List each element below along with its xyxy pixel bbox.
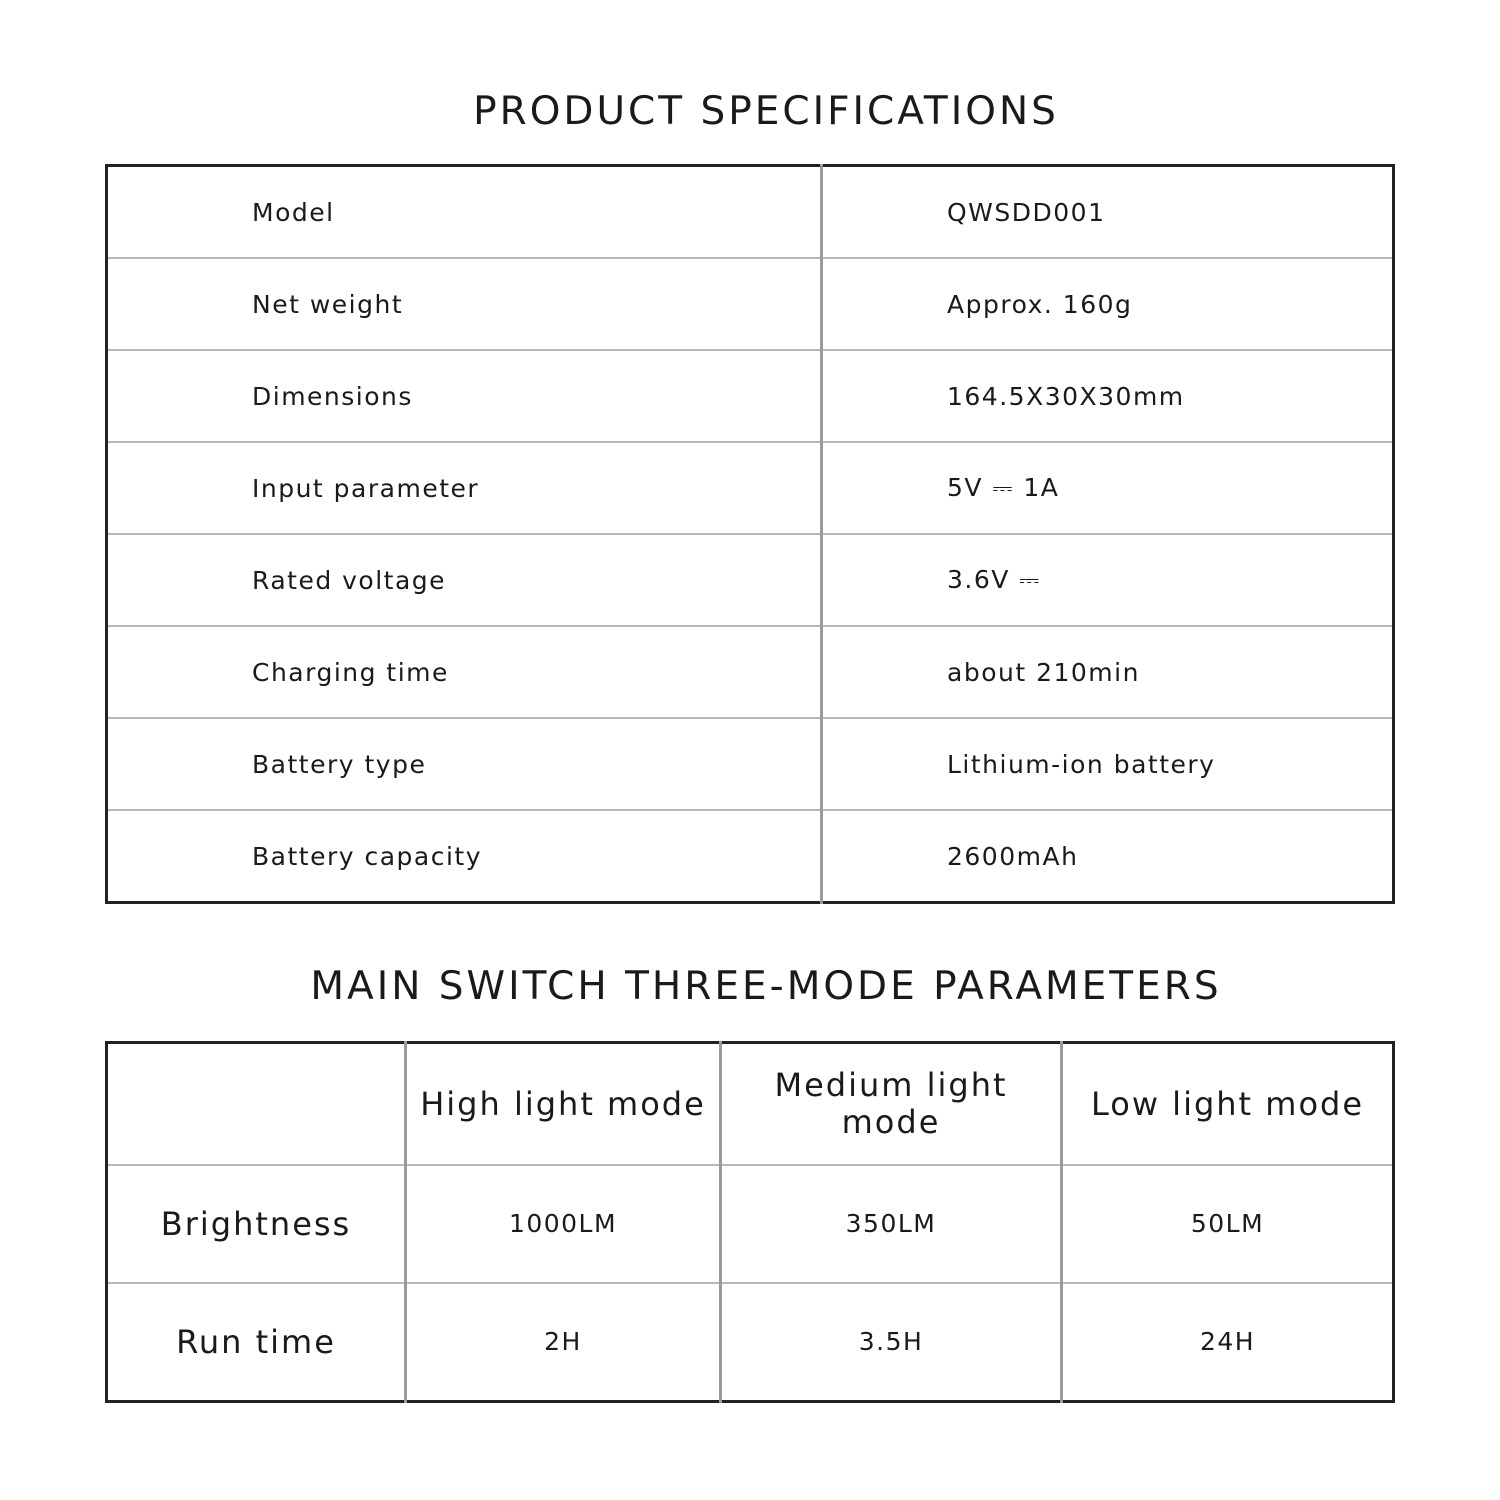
table-row xyxy=(107,626,1394,718)
spec-value-rated-voltage: 3.6V ⎓ xyxy=(822,534,1394,626)
spec-value-charging-time: about 210min xyxy=(822,626,1394,718)
run-time-medium: 3.5H xyxy=(721,1283,1062,1402)
spec-label-input-parameter: Input parameter xyxy=(107,442,822,534)
header-empty-cell xyxy=(107,1043,406,1166)
spec-label-dimensions: Dimensions xyxy=(107,350,822,442)
spec-label-battery-capacity: Battery capacity xyxy=(107,810,822,903)
spec-label-rated-voltage: Rated voltage xyxy=(107,534,822,626)
table-row xyxy=(107,1283,1394,1402)
spec-value-dimensions: 164.5X30X30mm xyxy=(822,350,1394,442)
table-row xyxy=(107,1165,1394,1283)
product-specifications-title: PRODUCT SPECIFICATIONS xyxy=(473,89,1059,134)
spec-value-battery-capacity: 2600mAh xyxy=(947,841,1079,871)
header-low-light-mode: Low light mode xyxy=(1062,1043,1394,1166)
spec-value-input-parameter: 5V ⎓ 1A xyxy=(822,442,1394,534)
table-row xyxy=(107,810,1394,903)
brightness-medium: 350LM xyxy=(721,1165,1062,1283)
spec-value-net-weight: Approx. 160g xyxy=(822,258,1394,350)
spec-value-battery-type: Lithium-ion battery xyxy=(822,718,1394,810)
header-medium-light-mode: Medium light mode xyxy=(721,1043,1062,1166)
header-high-light-mode: High light mode xyxy=(406,1043,721,1166)
spec-label-model: Model xyxy=(107,166,822,259)
mode-parameters-table xyxy=(105,1041,1395,1403)
spec-value-model: QWSDD001 xyxy=(822,166,1394,259)
mode-parameters-title: MAIN SWITCH THREE-MODE PARAMETERS xyxy=(310,964,1222,1009)
spec-label-battery-type: Battery type xyxy=(107,718,822,810)
run-time-low: 24H xyxy=(1199,1327,1256,1357)
brightness-low: 50LM xyxy=(1062,1165,1394,1283)
row-label-brightness: Brightness xyxy=(107,1165,406,1283)
table-row xyxy=(107,442,1394,534)
table-row xyxy=(107,718,1394,810)
spec-label-net-weight: Net weight xyxy=(107,258,822,350)
brightness-high: 1000LM xyxy=(406,1165,721,1283)
table-row xyxy=(107,350,1394,442)
row-label-run-time: Run time xyxy=(107,1283,406,1402)
run-time-high: 2H xyxy=(406,1283,721,1402)
product-specifications-table xyxy=(105,164,1395,904)
spec-label-charging-time: Charging time xyxy=(107,626,822,718)
table-row xyxy=(107,534,1394,626)
table-row xyxy=(107,166,1394,259)
table-row xyxy=(107,258,1394,350)
table-header-row xyxy=(107,1043,1394,1166)
